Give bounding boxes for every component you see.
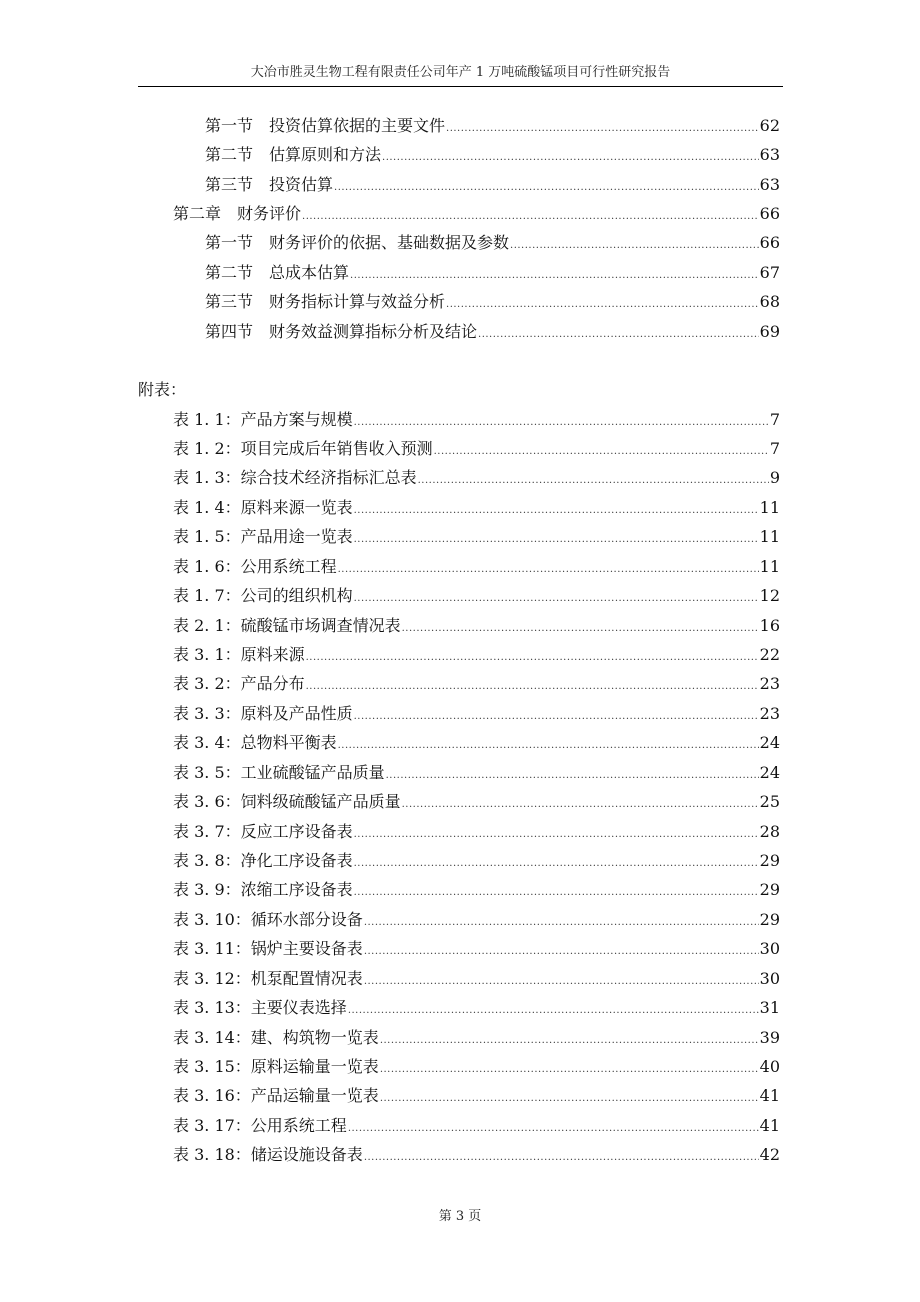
leader-dots: [364, 1146, 759, 1170]
appendix-entry[interactable]: [173, 1084, 780, 1108]
appendix-entry-label: 表 3. 16：产品运输量一览表: [173, 1086, 379, 1105]
appendix-entry-label: 表 3. 14：建、构筑物一览表: [173, 1028, 379, 1047]
appendix-entry-label: 表 1. 1：产品方案与规模: [173, 410, 353, 429]
appendix-entry-page: 41: [759, 1086, 780, 1105]
appendix-entry-page: 42: [759, 1145, 780, 1164]
leader-dots: [354, 411, 769, 435]
appendix-entry[interactable]: [173, 525, 780, 549]
appendix-entry-label: 表 3. 12：机泵配置情况表: [173, 969, 363, 988]
leader-dots: [402, 793, 759, 817]
toc-entry-page: 67: [759, 263, 780, 282]
appendix-entry-page: 12: [759, 586, 780, 605]
leader-dots: [306, 646, 759, 670]
leader-dots: [306, 675, 759, 699]
appendix-entry-page: 41: [759, 1116, 780, 1135]
toc-entry-label: 第二节 总成本估算: [205, 263, 350, 282]
appendix-entry-page: 29: [759, 910, 780, 929]
toc-entry[interactable]: [205, 231, 780, 255]
appendix-entry[interactable]: [173, 849, 780, 873]
leader-dots: [434, 440, 769, 464]
toc-entry-page: 66: [759, 204, 780, 223]
appendix-entry-page: 28: [759, 822, 780, 841]
toc-entry-label: 第一节 财务评价的依据、基础数据及参数: [205, 233, 510, 252]
leader-dots: [386, 764, 759, 788]
appendix-entry-label: 表 3. 15：原料运输量一览表: [173, 1057, 379, 1076]
appendix-title: 附表：: [138, 380, 187, 399]
appendix-entry-page: 39: [759, 1028, 780, 1047]
toc-entry-chapter[interactable]: [173, 202, 780, 226]
appendix-entry-page: 7: [769, 439, 780, 458]
appendix-entry-page: 31: [759, 998, 780, 1017]
leader-dots: [380, 1087, 759, 1111]
toc-entry[interactable]: [205, 114, 780, 138]
appendix-entry[interactable]: [173, 555, 780, 579]
leader-dots: [418, 469, 769, 493]
toc-entry-page: 63: [759, 175, 780, 194]
appendix-entry-page: 29: [759, 851, 780, 870]
appendix-entry-label: 表 3. 10：循环水部分设备: [173, 910, 363, 929]
leader-dots: [354, 705, 759, 729]
appendix-entry-page: 22: [759, 645, 780, 664]
appendix-entry-label: 表 3. 5：工业硫酸锰产品质量: [173, 763, 385, 782]
appendix-entry-page: 11: [759, 557, 780, 576]
appendix-entry[interactable]: [173, 937, 780, 961]
appendix-entry-label: 表 2. 1：硫酸锰市场调查情况表: [173, 616, 401, 635]
appendix-entry-page: 7: [769, 410, 780, 429]
page-number: 第 3 页: [438, 1209, 482, 1224]
appendix-entry-label: 表 3. 4：总物料平衡表: [173, 733, 337, 752]
appendix-entry-label: 表 3. 6：饲料级硫酸锰产品质量: [173, 792, 401, 811]
appendix-entry[interactable]: [173, 1026, 780, 1050]
appendix-entry-page: 23: [759, 704, 780, 723]
appendix-entry-page: 24: [759, 733, 780, 752]
toc-entry-label: 第一节 投资估算依据的主要文件: [205, 116, 446, 135]
leader-dots: [354, 852, 759, 876]
leader-dots: [364, 940, 759, 964]
toc-entry-page: 68: [759, 292, 780, 311]
appendix-entry[interactable]: [173, 466, 780, 490]
appendix-entry-page: 9: [769, 468, 780, 487]
appendix-entry-page: 11: [759, 498, 780, 517]
appendix-entry[interactable]: [173, 820, 780, 844]
appendix-entry-page: 11: [759, 527, 780, 546]
appendix-entry-label: 表 1. 3：综合技术经济指标汇总表: [173, 468, 417, 487]
appendix-entry[interactable]: [173, 761, 780, 785]
appendix-entry[interactable]: [173, 643, 780, 667]
leader-dots: [302, 205, 759, 229]
appendix-entry[interactable]: [173, 967, 780, 991]
leader-dots: [510, 234, 759, 258]
leader-dots: [350, 264, 759, 288]
leader-dots: [446, 117, 759, 141]
leader-dots: [380, 1058, 759, 1082]
appendix-entry-label: 表 3. 1：原料来源: [173, 645, 305, 664]
appendix-entry-page: 29: [759, 880, 780, 899]
toc-entry-page: 62: [759, 116, 780, 135]
leader-dots: [380, 1029, 759, 1053]
appendix-entry[interactable]: [173, 908, 780, 932]
leader-dots: [354, 499, 759, 523]
appendix-entry-page: 24: [759, 763, 780, 782]
toc-entry-label: 第二节 估算原则和方法: [205, 145, 382, 164]
appendix-entry-label: 表 1. 2：项目完成后年销售收入预测: [173, 439, 433, 458]
leader-dots: [354, 823, 759, 847]
toc-entry-page: 66: [759, 233, 780, 252]
appendix-entry[interactable]: [173, 496, 780, 520]
leader-dots: [338, 558, 759, 582]
appendix-entry[interactable]: [173, 408, 780, 432]
leader-dots: [334, 176, 759, 200]
toc-entry-page: 63: [759, 145, 780, 164]
appendix-entry-page: 16: [759, 616, 780, 635]
appendix-entry-label: 表 1. 4：原料来源一览表: [173, 498, 353, 517]
appendix-entry[interactable]: [173, 878, 780, 902]
leader-dots: [348, 1117, 759, 1141]
leader-dots: [402, 617, 759, 641]
appendix-entry[interactable]: [173, 584, 780, 608]
toc-entry[interactable]: [205, 320, 780, 344]
leader-dots: [478, 323, 759, 347]
leader-dots: [446, 293, 759, 317]
appendix-entry-label: 表 3. 9：浓缩工序设备表: [173, 880, 353, 899]
toc-entry-label: 第四节 财务效益测算指标分析及结论: [205, 322, 478, 341]
appendix-entry[interactable]: [173, 1143, 780, 1167]
toc-entry[interactable]: [205, 173, 780, 197]
toc-entry[interactable]: [205, 261, 780, 285]
appendix-entry-page: 23: [759, 674, 780, 693]
toc-entry[interactable]: [205, 143, 780, 167]
appendix-entry-label: 表 1. 7：公司的组织机构: [173, 586, 353, 605]
appendix-entry[interactable]: [173, 996, 780, 1020]
appendix-entry-label: 表 3. 7：反应工序设备表: [173, 822, 353, 841]
toc-entry-label: 第三节 财务指标计算与效益分析: [205, 292, 446, 311]
appendix-entry[interactable]: [173, 1055, 780, 1079]
appendix-entry[interactable]: [173, 731, 780, 755]
leader-dots: [382, 146, 759, 170]
appendix-entry[interactable]: [173, 437, 780, 461]
leader-dots: [338, 734, 759, 758]
appendix-entry-label: 表 3. 2：产品分布: [173, 674, 305, 693]
appendix-entry[interactable]: [173, 702, 780, 726]
appendix-entry[interactable]: [173, 672, 780, 696]
appendix-entry-label: 表 3. 18：储运设施设备表: [173, 1145, 363, 1164]
appendix-entry-page: 40: [759, 1057, 780, 1076]
toc-entry-label: 第二章 财务评价: [173, 204, 302, 223]
appendix-entry[interactable]: [173, 614, 780, 638]
appendix-entry-label: 表 3. 13：主要仪表选择: [173, 998, 347, 1017]
leader-dots: [364, 970, 759, 994]
appendix-entry-page: 25: [759, 792, 780, 811]
appendix-entry[interactable]: [173, 1114, 780, 1138]
appendix-entry-label: 表 3. 11：锅炉主要设备表: [173, 939, 363, 958]
toc-entry-page: 69: [759, 322, 780, 341]
appendix-entry-page: 30: [759, 939, 780, 958]
leader-dots: [364, 911, 759, 935]
appendix-entry-page: 30: [759, 969, 780, 988]
appendix-entry-label: 表 1. 6：公用系统工程: [173, 557, 337, 576]
appendix-entry-label: 表 1. 5：产品用途一览表: [173, 527, 353, 546]
toc-entry[interactable]: [205, 290, 780, 314]
appendix-entry-label: 表 3. 17：公用系统工程: [173, 1116, 347, 1135]
appendix-entry[interactable]: [173, 790, 780, 814]
page-footer: [0, 1205, 920, 1224]
leader-dots: [354, 528, 759, 552]
leader-dots: [354, 881, 759, 905]
header-title: 大冶市胜灵生物工程有限责任公司年产 1 万吨硫酸锰项目可行性研究报告: [250, 65, 671, 80]
appendix-entry-label: 表 3. 8：净化工序设备表: [173, 851, 353, 870]
toc-entry-label: 第三节 投资估算: [205, 175, 334, 194]
leader-dots: [348, 999, 759, 1023]
leader-dots: [354, 587, 759, 611]
appendix-entry-label: 表 3. 3：原料及产品性质: [173, 704, 353, 723]
